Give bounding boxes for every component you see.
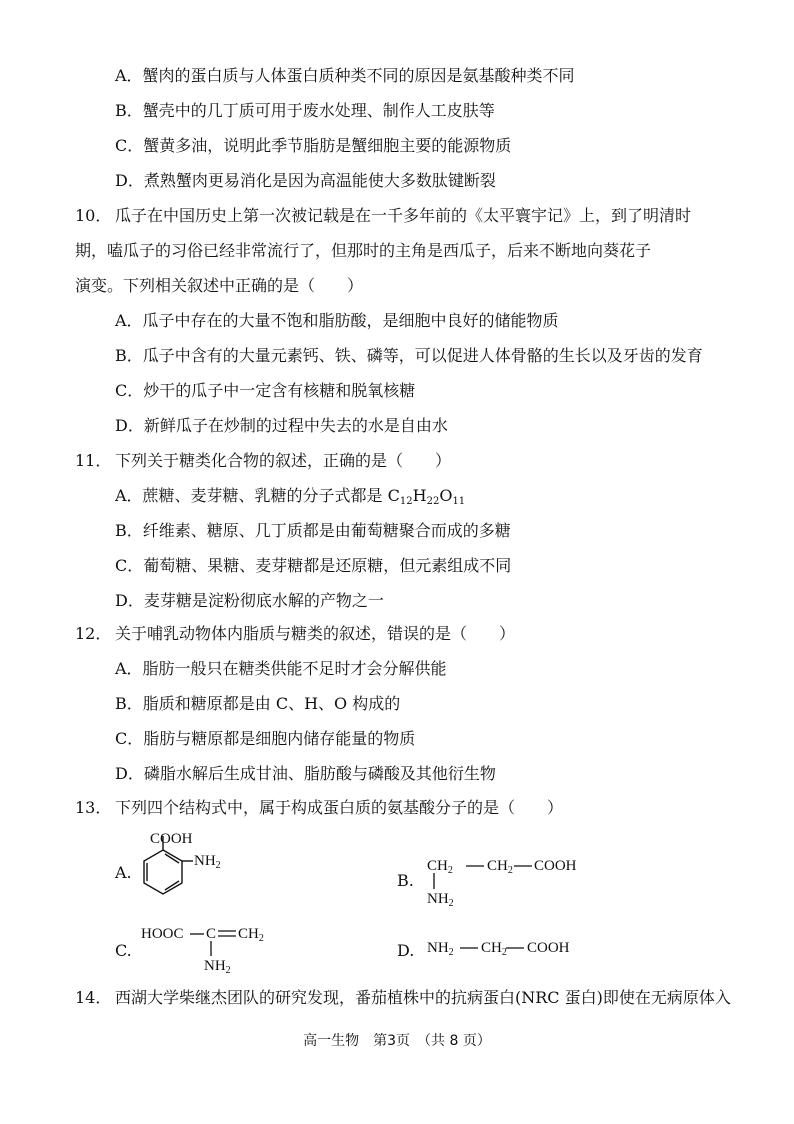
- q11-number: 11．: [75, 451, 112, 470]
- q12-option-d: D．磷脂水解后生成甘油、脂肪酸与磷酸及其他衍生物: [115, 764, 496, 783]
- structure-b-ch2-first: [427, 857, 453, 875]
- q10-option-d: D．新鲜瓜子在炒制的过程中失去的水是自由水: [115, 416, 448, 435]
- structure-b-cooh: COOH: [534, 858, 577, 874]
- q9-option-b: B．蟹壳中的几丁质可用于废水处理、制作人工皮肤等: [115, 101, 495, 120]
- q12-option-b: B．脂质和糖原都是由 C、H、O 构成的: [115, 694, 401, 713]
- formula-h: H: [412, 486, 427, 505]
- ch-sub: 2: [258, 933, 264, 944]
- q9-option-c: C．蟹黄多油，说明此季节脂肪是蟹细胞主要的能源物质: [115, 136, 512, 155]
- structure-b-label: B.: [397, 871, 414, 890]
- formula-c-count: 12: [399, 496, 413, 507]
- structure-d-nh2: [427, 939, 454, 957]
- q10-option-b: B．瓜子中含有的大量元素钙、铁、磷等，可以促进人体骨骼的生长以及牙齿的发育: [115, 346, 703, 365]
- page-footer: 高一生物 第3页 （共 8 页）: [303, 1033, 491, 1049]
- structure-a-nh2: [194, 852, 221, 870]
- ch-text: CH: [487, 858, 508, 874]
- q11-option-a-text: A．蔗糖、麦芽糖、乳糖的分子式都是 C: [115, 486, 400, 505]
- nh-text: NH: [194, 853, 216, 869]
- nh-text: NH: [427, 891, 449, 907]
- q12-stem: 关于哺乳动物体内脂质与糖类的叙述，错误的是（ ）: [115, 624, 516, 643]
- nh-sub: 2: [215, 860, 221, 871]
- q10-stem-line-1: 瓜子在中国历史上第一次被记载是在一千多年前的《太平寰宇记》上，到了明清时: [115, 206, 692, 225]
- q11-option-b: B．纤维素、糖原、几丁质都是由葡萄糖聚合而成的多糖: [115, 521, 511, 540]
- q14-stem: 西湖大学柴继杰团队的研究发现，番茄植株中的抗病蛋白(NRC 蛋白)即使在无病原体入: [115, 988, 731, 1007]
- q14-number: 14．: [75, 988, 112, 1007]
- q10-option-a: A．瓜子中存在的大量不饱和脂肪酸，是细胞中良好的储能物质: [115, 311, 559, 330]
- structure-d-cooh: COOH: [527, 940, 570, 956]
- structure-a-label: A.: [115, 863, 132, 882]
- formula-h-count: 22: [426, 496, 440, 507]
- structure-d-ch2: [481, 939, 507, 957]
- q12-option-c: C．脂肪与糖原都是细胞内储存能量的物质: [115, 729, 416, 748]
- nh-sub: 2: [448, 898, 454, 909]
- structure-b-ch2-second: [487, 857, 513, 875]
- structure-a-cooh: COOH: [150, 831, 193, 847]
- q12-option-a: A．脂肪一般只在糖类供能不足时才会分解供能: [115, 659, 447, 678]
- q11-option-c: C．葡萄糖、果糖、麦芽糖都是还原糖，但元素组成不同: [115, 556, 512, 575]
- nh-sub: 2: [448, 947, 454, 958]
- q11-option-a: [115, 485, 465, 507]
- structure-c-hooc: HOOC: [141, 926, 184, 942]
- q10-option-c: C．炒干的瓜子中一定含有核糖和脱氧核糖: [115, 381, 416, 400]
- q10-stem-line-2: 期，嗑瓜子的习俗已经非常流行了，但那时的主角是西瓜子，后来不断地向葵花子: [75, 241, 652, 260]
- structure-c-nh2: [204, 957, 231, 975]
- nh-text: NH: [427, 940, 449, 956]
- formula-o-count: 11: [452, 496, 466, 507]
- ch-sub: 2: [501, 947, 507, 958]
- structure-b-nh2: [427, 890, 454, 908]
- q11-stem: 下列关于糖类化合物的叙述，正确的是（ ）: [115, 451, 452, 470]
- ch-text: CH: [481, 940, 502, 956]
- nh-sub: 2: [225, 965, 231, 976]
- q9-option-a: A．蟹肉的蛋白质与人体蛋白质种类不同的原因是氨基酸种类不同: [115, 66, 575, 85]
- ch-text: CH: [427, 858, 448, 874]
- ch-text: CH: [238, 926, 259, 942]
- q10-stem-line-3: 演变。下列相关叙述中正确的是（ ）: [75, 276, 364, 295]
- q13-stem: 下列四个结构式中，属于构成蛋白质的氨基酸分子的是（ ）: [115, 798, 564, 817]
- structure-c-label: C.: [115, 941, 132, 960]
- formula-o: O: [439, 486, 453, 505]
- structure-c-carbon: C: [206, 926, 217, 942]
- q10-number: 10．: [75, 206, 112, 225]
- structure-d-label: D.: [397, 941, 415, 960]
- ch-sub: 2: [507, 865, 513, 876]
- q9-option-d: D．煮熟蟹肉更易消化是因为高温能使大多数肽键断裂: [115, 171, 496, 190]
- nh-text: NH: [204, 958, 226, 974]
- ch-sub: 2: [447, 865, 453, 876]
- structure-c-ch2: [238, 925, 264, 943]
- q13-number: 13．: [75, 798, 112, 817]
- q11-option-d: D．麦芽糖是淀粉彻底水解的产物之一: [115, 591, 384, 610]
- q12-number: 12．: [75, 624, 112, 643]
